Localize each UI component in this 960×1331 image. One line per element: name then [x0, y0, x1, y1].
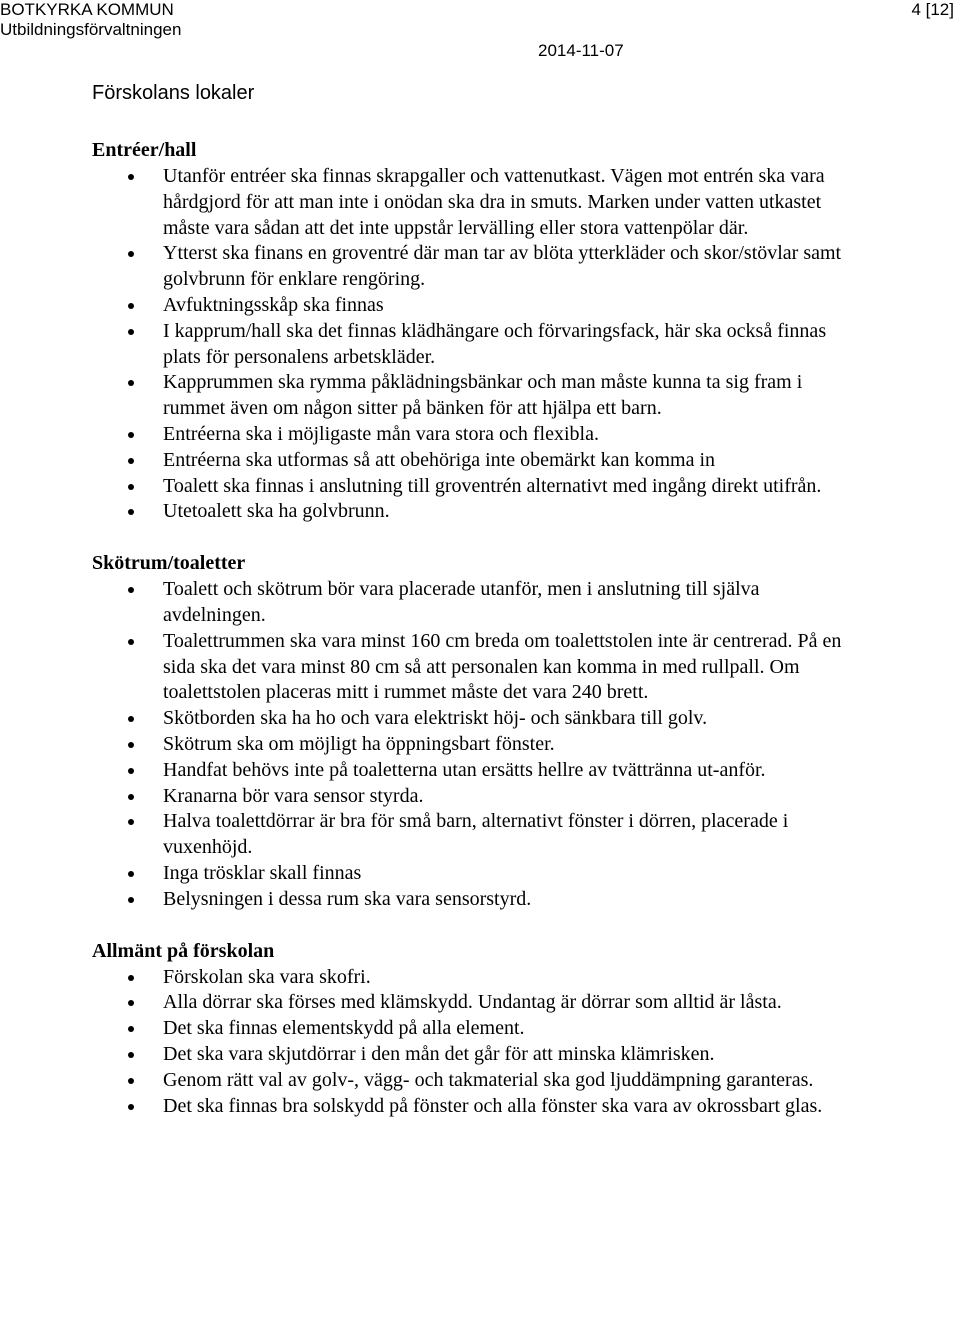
list-item-text: Toalett och skötrum bör vara placerade utanför, men i anslutning till själva avdelningen.	[163, 578, 760, 626]
organization-name: BOTKYRKA KOMMUN	[0, 0, 174, 19]
bullet-list	[92, 577, 852, 912]
bullet-icon	[128, 897, 134, 903]
list-item	[92, 732, 852, 758]
list-item-text: Förskolan ska vara skofri.	[163, 965, 371, 988]
list-item-text: Alla dörrar ska förses med klämskydd. Undantag är dörrar som alltid är låsta.	[163, 991, 782, 1014]
bullet-icon	[128, 716, 134, 722]
bullet-icon	[128, 432, 134, 438]
list-item-text: Handfat behövs inte på toaletterna utan ersätts hellre av tvättränna ut-anför.	[163, 758, 766, 781]
bullet-icon	[128, 1078, 134, 1084]
list-item	[92, 241, 852, 293]
list-item-text: I kapprum/hall ska det finnas klädhängare och förvaringsfack, här ska också finnas plats för personalens arbetskläder.	[163, 319, 827, 368]
list-item-text: Avfuktningsskåp ska finnas	[163, 293, 384, 316]
list-item-text: Det ska vara skjutdörrar i den mån det går för att minska klämrisken.	[163, 1042, 715, 1065]
bullet-list	[92, 965, 852, 1120]
bullet-icon	[128, 329, 134, 335]
list-item-text: Entréerna ska utformas så att obehöriga inte obemärkt kan komma in	[163, 448, 716, 471]
list-item	[92, 319, 852, 371]
bullet-icon	[128, 1052, 134, 1058]
list-item-text: Utanför entréer ska finnas skrapgaller och vattenutkast. Vägen mot entrén ska vara hårdgjord för att man inte i onödan ska dra in smuts. Marken under vatten utkastet måste vara sådan att det inte uppstår lervälling eller stora vattenpölar där.	[163, 165, 825, 239]
list-item	[92, 474, 852, 500]
list-item	[92, 1094, 852, 1120]
list-item	[92, 1016, 852, 1042]
list-item-text: Belysningen i dessa rum ska vara sensorstyrd.	[163, 887, 532, 910]
list-item	[92, 164, 852, 241]
bullet-icon	[128, 768, 134, 774]
list-item	[92, 422, 852, 448]
list-item	[92, 293, 852, 319]
section-heading: Allmänt på förskolan	[92, 939, 275, 962]
bullet-icon	[128, 1104, 134, 1110]
department-name: Utbildningsförvaltningen	[0, 20, 182, 39]
list-item	[92, 370, 852, 422]
list-item-text: Kapprummen ska rymma påklädningsbänkar och man måste kunna ta sig fram i rummet även om någon sitter på bänken för att hjälpa ett barn.	[163, 371, 803, 420]
list-item-text: Halva toalettdörrar är bra för små barn, alternativt fönster i dörren, placerade i vuxenhöjd.	[163, 810, 789, 859]
list-item-text: Skötrum ska om möjligt ha öppningsbart fönster.	[163, 732, 555, 755]
list-item-text: Kranarna bör vara sensor styrda.	[163, 784, 424, 807]
list-item-text: Genom rätt val av golv-, vägg- och takmaterial ska god ljuddämpning garanteras.	[163, 1068, 814, 1091]
section	[92, 549, 852, 912]
bullet-icon	[128, 509, 134, 515]
list-item	[92, 861, 852, 887]
list-item	[92, 629, 852, 706]
bullet-icon	[128, 458, 134, 464]
section	[92, 136, 852, 525]
list-item-text: Toalett ska finnas i anslutning till groventrén alternativt med ingång direkt utifrån.	[163, 474, 822, 497]
list-item	[92, 784, 852, 810]
bullet-icon	[128, 794, 134, 800]
list-item-text: Utetoalett ska ha golvbrunn.	[163, 500, 390, 523]
list-item	[92, 499, 852, 525]
bullet-icon	[128, 380, 134, 386]
page-number: 4 [12]	[911, 0, 954, 19]
bullet-list	[92, 164, 852, 525]
list-item	[92, 887, 852, 913]
list-item	[92, 965, 852, 991]
section	[92, 937, 852, 1120]
bullet-icon	[128, 975, 134, 981]
list-item-text: Entréerna ska i möjligaste mån vara stora och flexibla.	[163, 422, 599, 445]
bullet-icon	[128, 819, 134, 825]
list-item	[92, 706, 852, 732]
document-body	[92, 136, 852, 1119]
document-title: Förskolans lokaler	[92, 82, 255, 104]
bullet-icon	[128, 303, 134, 309]
bullet-icon	[128, 639, 134, 645]
list-item	[92, 990, 852, 1016]
bullet-icon	[128, 484, 134, 490]
list-item	[92, 1068, 852, 1094]
bullet-icon	[128, 174, 134, 180]
bullet-icon	[128, 251, 134, 257]
section-heading: Entréer/hall	[92, 139, 197, 161]
list-item-text: Det ska finnas elementskydd på alla element.	[163, 1017, 525, 1040]
list-item-text: Toalettrummen ska vara minst 160 cm breda om toalettstolen inte är centrerad. På en sida ska det vara minst 80 cm så att personalen kan komma in med rullpall. Om toalettstolen placeras mitt i rummet måste det vara 240 brett.	[163, 629, 842, 704]
bullet-icon	[128, 1026, 134, 1032]
list-item	[92, 448, 852, 474]
document-date: 2014-11-07	[538, 41, 624, 60]
bullet-icon	[128, 587, 134, 593]
bullet-icon	[128, 871, 134, 877]
list-item	[92, 809, 852, 861]
bullet-icon	[128, 742, 134, 748]
bullet-icon	[128, 1000, 134, 1006]
list-item-text: Det ska finnas bra solskydd på fönster och alla fönster ska vara av okrossbart glas.	[163, 1094, 823, 1117]
list-item	[92, 758, 852, 784]
list-item-text: Ytterst ska finans en groventré där man tar av blöta ytterkläder och skor/stövlar samt golvbrunn för enklare rengöring.	[163, 242, 842, 291]
list-item	[92, 1042, 852, 1068]
list-item-text: Inga trösklar skall finnas	[163, 861, 362, 884]
list-item-text: Skötborden ska ha ho och vara elektriskt höj- och sänkbara till golv.	[163, 707, 708, 730]
list-item	[92, 577, 852, 629]
section-heading: Skötrum/toaletter	[92, 552, 246, 575]
